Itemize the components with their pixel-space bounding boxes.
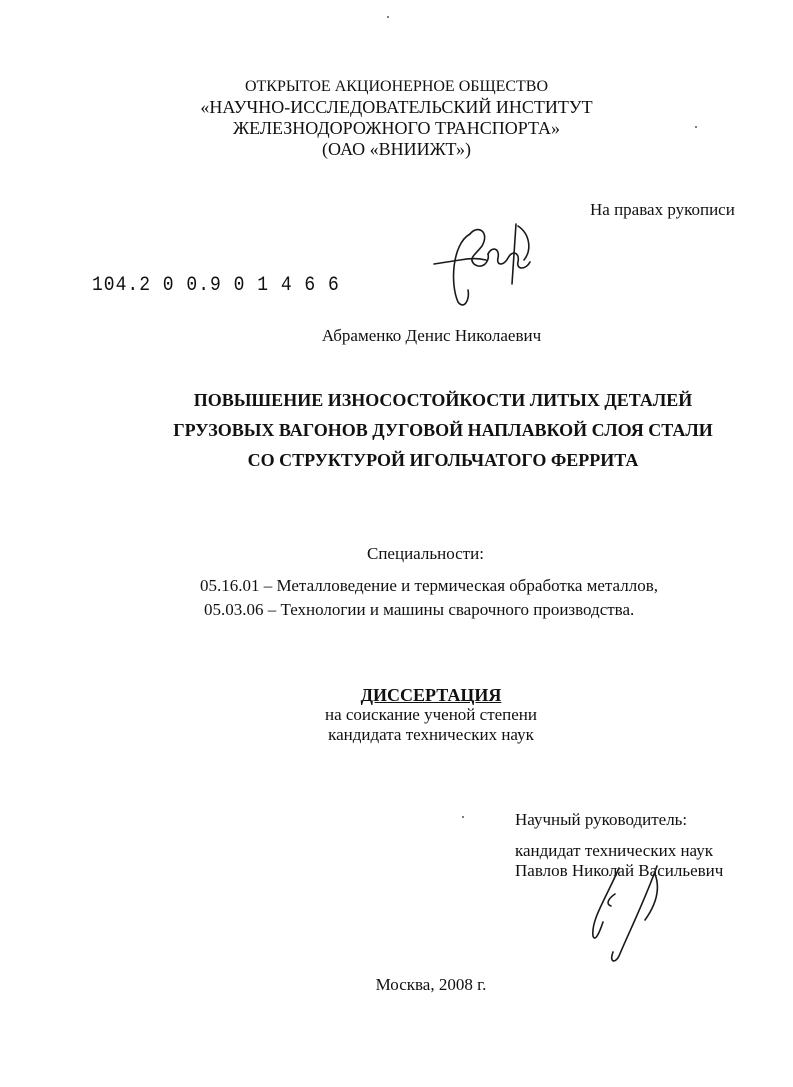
dissertation-title	[0, 385, 793, 475]
supervisor-signature-icon	[585, 860, 675, 970]
scan-speck	[462, 816, 464, 818]
rights-note: На правах рукописи	[590, 200, 735, 219]
specialty-item: 05.03.06 – Технологии и машины сварочного производства.	[204, 600, 635, 619]
place-date: Москва, 2008 г.	[375, 975, 487, 994]
author-signature-icon	[430, 214, 550, 314]
organization-line: (ОАО «ВНИИЖТ»)	[321, 139, 472, 159]
dissertation-block	[0, 685, 793, 745]
specialties-heading: Специальности:	[367, 544, 484, 563]
degree-line: на соискание ученой степени	[324, 705, 538, 724]
organization-line: ЖЕЛЕЗНОДОРОЖНОГО ТРАНСПОРТА»	[232, 118, 561, 138]
scan-speck	[387, 16, 389, 18]
title-line: ГРУЗОВЫХ ВАГОНОВ ДУГОВОЙ НАПЛАВКОЙ СЛОЯ СТАЛИ	[173, 420, 713, 440]
supervisor-heading: Научный руководитель:	[515, 810, 688, 829]
organization-line: «НАУЧНО-ИССЛЕДОВАТЕЛЬСКИЙ ИНСТИТУТ	[200, 97, 593, 117]
organization-header	[0, 76, 793, 160]
degree-line: кандидата технических наук	[328, 725, 534, 744]
supervisor-degree: кандидат технических наук	[515, 841, 713, 860]
title-line: СО СТРУКТУРОЙ ИГОЛЬЧАТОГО ФЕРРИТА	[247, 450, 639, 470]
registration-code: 104.2 0 0.9 0 1 4 6 6	[92, 274, 340, 297]
specialty-item: 05.16.01 – Металловедение и термическая обработка металлов,	[200, 576, 658, 595]
author-name: Абраменко Денис Николаевич	[321, 326, 542, 345]
dissertation-type: ДИССЕРТАЦИЯ	[360, 685, 502, 705]
organization-line: ОТКРЫТОЕ АКЦИОНЕРНОЕ ОБЩЕСТВО	[244, 78, 549, 95]
specialties-list	[200, 574, 658, 622]
supervisor-name: Павлов Николай Васильевич	[515, 861, 724, 880]
title-line: ПОВЫШЕНИЕ ИЗНОСОСТОЙКОСТИ ЛИТЫХ ДЕТАЛЕЙ	[193, 390, 693, 410]
